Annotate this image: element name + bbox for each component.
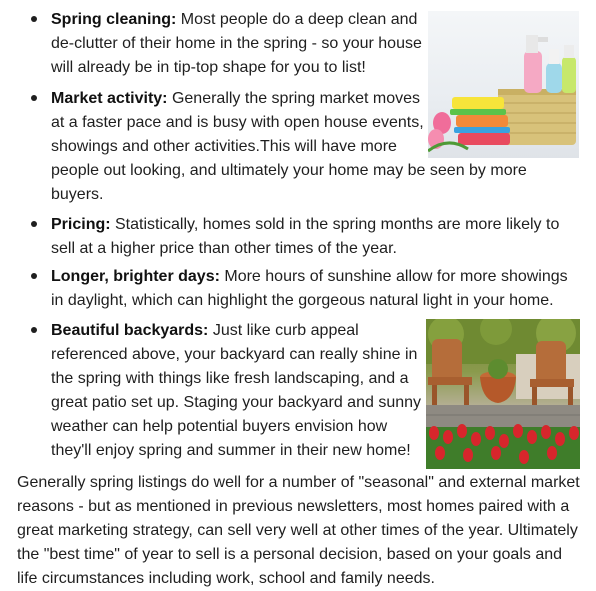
bullet-dot <box>31 327 37 333</box>
paragraph-line: life circumstances including work, school and family needs. <box>17 570 435 587</box>
item-text: the spring with things like fresh landscaping, and a <box>51 370 409 387</box>
item-text: sell at a higher price than other times of the year. <box>51 240 397 257</box>
item-text: de-clutter of their home in the spring - so your house <box>51 35 422 52</box>
closing-paragraph <box>17 471 587 591</box>
item-text: More hours of sunshine allow for more showings <box>219 268 568 285</box>
backyard-image <box>426 319 580 469</box>
item-text: they'll enjoy spring and summer in their new home! <box>51 442 411 459</box>
backyard-illustration <box>426 319 580 469</box>
item-text: weather can help potential buyers envision how <box>51 418 388 435</box>
cleaning-supplies-illustration <box>428 11 579 158</box>
item-title: Beautiful backyards: <box>51 322 209 339</box>
item-text: Just like curb appeal <box>208 322 359 339</box>
item-title: Longer, brighter days: <box>51 268 220 285</box>
bullet-dot <box>31 95 37 101</box>
list-item-backyards <box>51 319 421 463</box>
item-text: at a faster pace and is busy with open house events, <box>51 114 424 131</box>
item-text: showings and other activities.This will have more <box>51 138 397 155</box>
bullet-dot <box>31 221 37 227</box>
paragraph-line: Generally spring listings do well for a number of "seasonal" and external market <box>17 474 580 491</box>
item-text: buyers. <box>51 186 104 203</box>
item-text: Statistically, homes sold in the spring months are more likely to <box>110 216 560 233</box>
item-text: in daylight, which can highlight the gorgeous natural light in your home. <box>51 292 554 309</box>
item-text: will already be in tip-top shape for you to list! <box>51 59 366 76</box>
item-text: people out looking, and ultimately your home may be seen by more <box>51 162 527 179</box>
paragraph-line: reasons - but as mentioned in previous newsletters, most homes paired with a <box>17 498 570 515</box>
item-text: referenced above, your backyard can really shine in <box>51 346 418 363</box>
item-title: Spring cleaning: <box>51 11 177 28</box>
list-item-longer-days <box>51 265 568 313</box>
item-title: Pricing: <box>51 216 111 233</box>
list-item-pricing <box>51 213 559 261</box>
bullet-dot <box>31 273 37 279</box>
item-text: great patio set up. Staging your backyard and sunny <box>51 394 422 411</box>
bullet-dot <box>31 16 37 22</box>
list-item-spring-cleaning <box>51 8 422 80</box>
cleaning-supplies-image <box>428 11 579 158</box>
paragraph-line: great marketing strategy, can sell very well at other times of the year. Ultimately <box>17 522 578 539</box>
item-title: Market activity: <box>51 90 168 107</box>
item-text: Generally the spring market moves <box>167 90 421 107</box>
item-text: Most people do a deep clean and <box>176 11 418 28</box>
paragraph-line: the "best time" of year to sell is a personal decision, based on your goals and <box>17 546 563 563</box>
